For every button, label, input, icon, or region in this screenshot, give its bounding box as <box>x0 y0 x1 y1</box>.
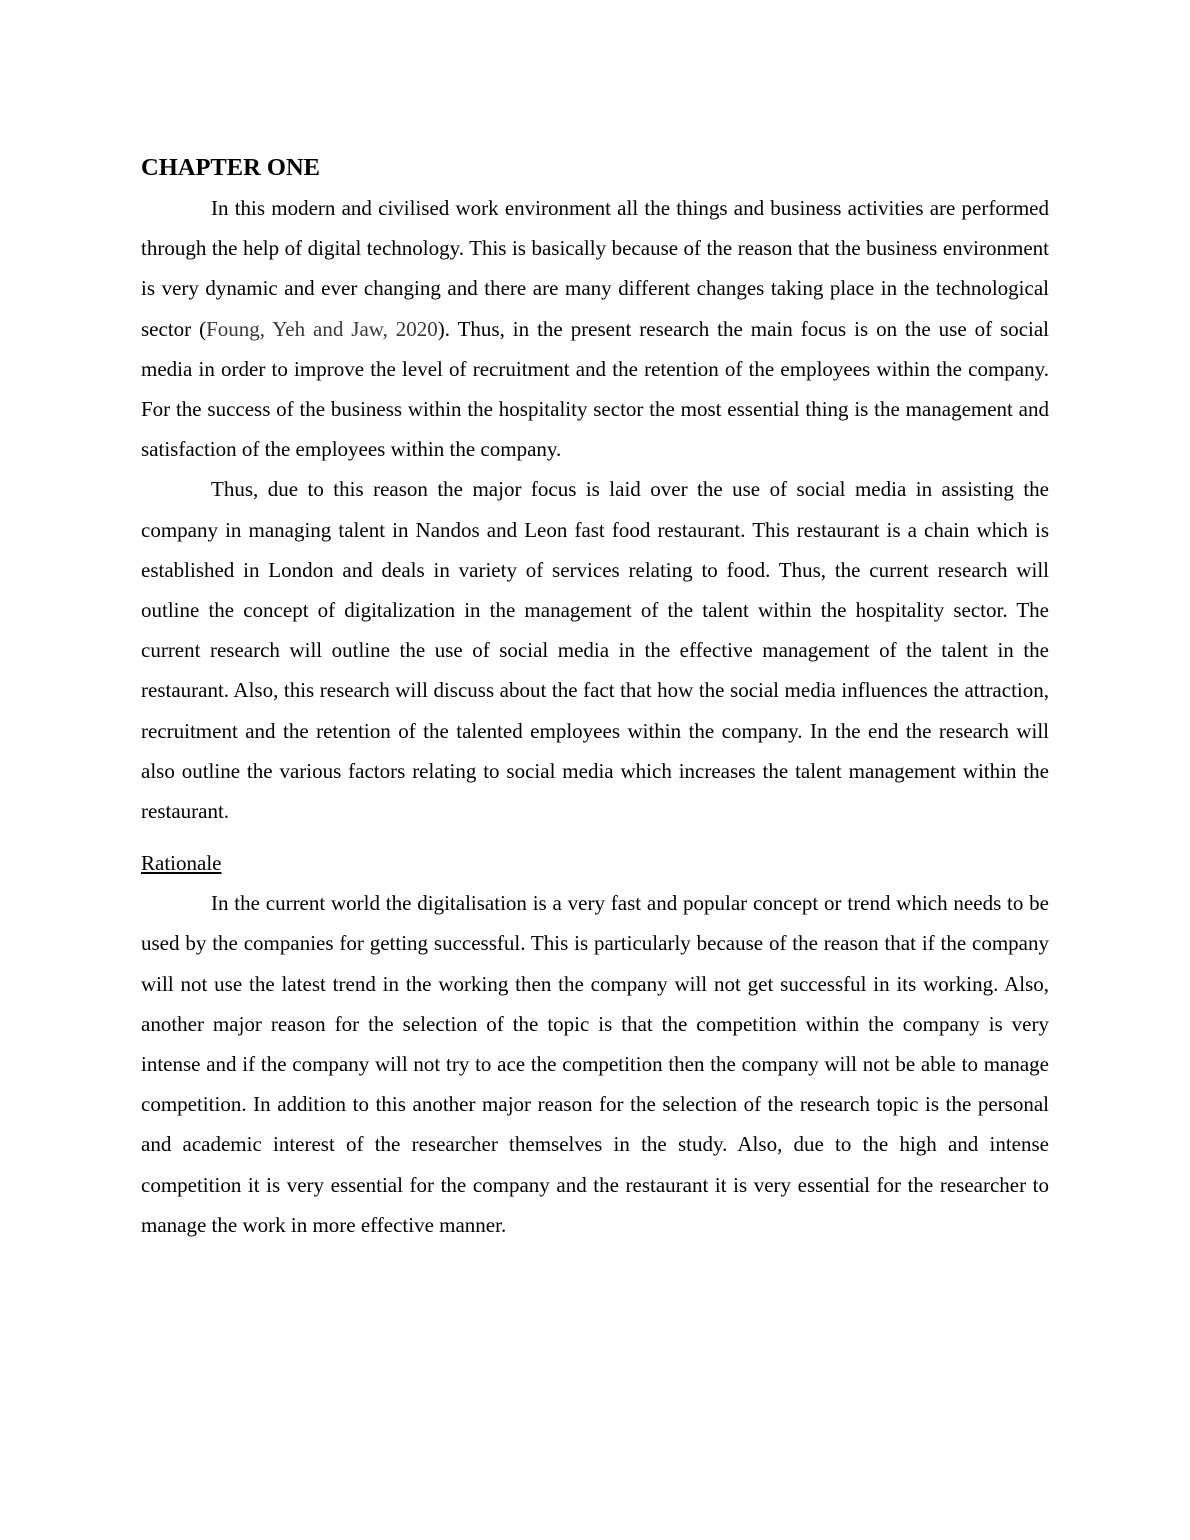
chapter-title: CHAPTER ONE <box>141 154 321 181</box>
intro-paragraph-1-text-b: ). Thus, in the present research the main focus is on the use of social media in order to improve the level of recruitment and the retention of the employees within the company. For the success of the business within the hospitality sector the most essential thing is the management and satisfaction of the employees within the company. <box>141 316 1050 462</box>
intro-paragraph-1 <box>141 188 1049 469</box>
citation: Foung, Yeh and Jaw, 2020 <box>206 316 438 341</box>
rationale-paragraph: In the current world the digitalisation is a very fast and popular concept or trend which needs to be used by the companies for getting successful. This is particularly because of the reason that if the company will not use the latest trend in the working then the company will not get successful in its working. Also, another major reason for the selection of the topic is that the competition within the company is very intense and if the company will not try to ace the competition then the company will not be able to manage competition. In addition to this another major reason for the selection of the research topic is the personal and academic interest of the researcher themselves in the study. Also, due to the high and intense competition it is very essential for the company and the restaurant it is very essential for the researcher to manage the work in more effective manner. <box>141 891 1049 1237</box>
intro-paragraph-2: Thus, due to this reason the major focus is laid over the use of social media in assisting the company in managing talent in Nandos and Leon fast food restaurant. This restaurant is a chain which is established in London and deals in variety of services relating to food. Thus, the current research will outline the concept of digitalization in the management of the talent within the hospitality sector. The current research will outline the use of social media in the effective management of the talent in the restaurant. Also, this research will discuss about the fact that how the social media influences the attraction, recruitment and the retention of the talented employees within the company. In the end the research will also outline the various factors relating to social media which increases the talent management within the restaurant. <box>141 477 1049 824</box>
rationale-heading: Rationale <box>141 851 222 876</box>
intro-paragraph-1-text-a: In this modern and civilised work environment all the things and business activities are performed through the help of digital technology. This is basically because of the reason that the business environment is very dynamic and ever changing and there are many different changes taking place in the technological sector ( <box>141 196 1049 341</box>
document-page <box>141 148 1049 1245</box>
